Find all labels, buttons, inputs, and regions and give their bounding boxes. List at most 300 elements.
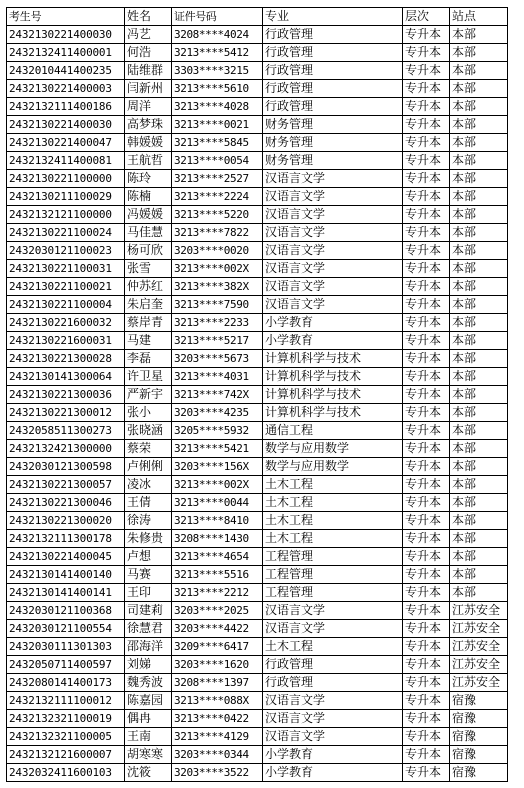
cell-major: 计算机科学与技术: [263, 350, 403, 368]
cell-level: 专升本: [403, 620, 450, 638]
cell-id-number: 3203****0020: [172, 242, 263, 260]
cell-id-number: 3213****002X: [172, 260, 263, 278]
cell-exam-number: 2432132121600007: [7, 746, 125, 764]
cell-exam-number: 2432030121300598: [7, 458, 125, 476]
table-row: [7, 242, 508, 260]
cell-site: 本部: [450, 62, 508, 80]
cell-level: 专升本: [403, 26, 450, 44]
table-row: [7, 26, 508, 44]
cell-major: 通信工程: [263, 422, 403, 440]
cell-site: 本部: [450, 386, 508, 404]
cell-site: 本部: [450, 242, 508, 260]
cell-name: 严新宇: [125, 386, 172, 404]
cell-site: 江苏安全: [450, 620, 508, 638]
cell-id-number: 3203****1620: [172, 656, 263, 674]
cell-name: 王印: [125, 584, 172, 602]
cell-name: 朱启奎: [125, 296, 172, 314]
cell-id-number: 3213****4028: [172, 98, 263, 116]
table-row: [7, 710, 508, 728]
cell-site: 本部: [450, 134, 508, 152]
cell-major: 工程管理: [263, 584, 403, 602]
cell-exam-number: 2432132411400081: [7, 152, 125, 170]
cell-site: 江苏安全: [450, 602, 508, 620]
cell-major: 计算机科学与技术: [263, 404, 403, 422]
cell-id-number: 3213****5217: [172, 332, 263, 350]
cell-id-number: 3213****0422: [172, 710, 263, 728]
cell-site: 宿豫: [450, 692, 508, 710]
cell-major: 小学教育: [263, 332, 403, 350]
cell-exam-number: 2432130221400030: [7, 26, 125, 44]
cell-major: 数学与应用数学: [263, 440, 403, 458]
cell-name: 邵海洋: [125, 638, 172, 656]
cell-exam-number: 2432080141400173: [7, 674, 125, 692]
cell-name: 陈嘉园: [125, 692, 172, 710]
cell-level: 专升本: [403, 206, 450, 224]
cell-exam-number: 2432130221300012: [7, 404, 125, 422]
cell-name: 偶冉: [125, 710, 172, 728]
header-site: 站点: [450, 8, 508, 26]
cell-major: 小学教育: [263, 314, 403, 332]
cell-exam-number: 2432130221400003: [7, 80, 125, 98]
cell-name: 陈玲: [125, 170, 172, 188]
cell-site: 本部: [450, 170, 508, 188]
cell-id-number: 3203****0344: [172, 746, 263, 764]
cell-exam-number: 2432130141400141: [7, 584, 125, 602]
cell-name: 陆维群: [125, 62, 172, 80]
cell-id-number: 3213****5610: [172, 80, 263, 98]
cell-id-number: 3213****5845: [172, 134, 263, 152]
header-major: 专业: [263, 8, 403, 26]
table-row: [7, 638, 508, 656]
cell-level: 专升本: [403, 710, 450, 728]
table-row: [7, 224, 508, 242]
cell-name: 李磊: [125, 350, 172, 368]
cell-name: 冯媛媛: [125, 206, 172, 224]
cell-exam-number: 2432130221400030: [7, 116, 125, 134]
cell-level: 专升本: [403, 476, 450, 494]
table-row: [7, 206, 508, 224]
cell-id-number: 3203****5673: [172, 350, 263, 368]
cell-site: 本部: [450, 116, 508, 134]
cell-level: 专升本: [403, 62, 450, 80]
cell-id-number: 3213****7590: [172, 296, 263, 314]
table-row: [7, 170, 508, 188]
cell-site: 本部: [450, 350, 508, 368]
cell-id-number: 3203****3522: [172, 764, 263, 782]
cell-site: 宿豫: [450, 746, 508, 764]
cell-exam-number: 2432030121100023: [7, 242, 125, 260]
cell-exam-number: 2432132111400186: [7, 98, 125, 116]
cell-id-number: 3213****7822: [172, 224, 263, 242]
cell-site: 本部: [450, 512, 508, 530]
table-row: [7, 422, 508, 440]
cell-major: 土木工程: [263, 476, 403, 494]
cell-exam-number: 2432130221300020: [7, 512, 125, 530]
cell-major: 汉语言文学: [263, 278, 403, 296]
cell-id-number: 3213****5412: [172, 44, 263, 62]
cell-major: 土木工程: [263, 512, 403, 530]
cell-major: 汉语言文学: [263, 692, 403, 710]
header-level: 层次: [403, 8, 450, 26]
cell-level: 专升本: [403, 332, 450, 350]
cell-site: 江苏安全: [450, 638, 508, 656]
cell-exam-number: 2432132321100019: [7, 710, 125, 728]
table-header: [7, 8, 508, 26]
cell-site: 本部: [450, 206, 508, 224]
cell-level: 专升本: [403, 764, 450, 782]
cell-major: 行政管理: [263, 80, 403, 98]
cell-exam-number: 2432130221300046: [7, 494, 125, 512]
cell-site: 本部: [450, 224, 508, 242]
cell-exam-number: 2432130211100029: [7, 188, 125, 206]
table-row: [7, 80, 508, 98]
cell-level: 专升本: [403, 296, 450, 314]
cell-major: 汉语言文学: [263, 242, 403, 260]
cell-name: 徐慧君: [125, 620, 172, 638]
cell-level: 专升本: [403, 692, 450, 710]
cell-site: 本部: [450, 44, 508, 62]
cell-id-number: 3209****6417: [172, 638, 263, 656]
cell-level: 专升本: [403, 656, 450, 674]
cell-name: 闫新州: [125, 80, 172, 98]
cell-site: 江苏安全: [450, 674, 508, 692]
cell-id-number: 3213****2233: [172, 314, 263, 332]
cell-major: 汉语言文学: [263, 170, 403, 188]
table-row: [7, 62, 508, 80]
cell-id-number: 3303****3215: [172, 62, 263, 80]
cell-major: 小学教育: [263, 746, 403, 764]
table-row: [7, 674, 508, 692]
cell-name: 高梦珠: [125, 116, 172, 134]
table-row: [7, 584, 508, 602]
cell-site: 本部: [450, 98, 508, 116]
table-row: [7, 188, 508, 206]
cell-exam-number: 2432030121100368: [7, 602, 125, 620]
cell-exam-number: 2432010441400235: [7, 62, 125, 80]
cell-name: 沈筱: [125, 764, 172, 782]
cell-exam-number: 2432130221100000: [7, 170, 125, 188]
cell-exam-number: 2432030121100554: [7, 620, 125, 638]
cell-exam-number: 2432130221400047: [7, 134, 125, 152]
header-row: [7, 8, 508, 26]
cell-major: 土木工程: [263, 530, 403, 548]
cell-major: 汉语言文学: [263, 206, 403, 224]
table-row: [7, 404, 508, 422]
cell-major: 行政管理: [263, 656, 403, 674]
cell-major: 财务管理: [263, 152, 403, 170]
cell-name: 马建: [125, 332, 172, 350]
table-row: [7, 746, 508, 764]
cell-name: 凌冰: [125, 476, 172, 494]
cell-name: 胡寒寒: [125, 746, 172, 764]
cell-level: 专升本: [403, 44, 450, 62]
cell-level: 专升本: [403, 350, 450, 368]
cell-site: 本部: [450, 584, 508, 602]
cell-major: 计算机科学与技术: [263, 386, 403, 404]
cell-major: 土木工程: [263, 494, 403, 512]
cell-level: 专升本: [403, 260, 450, 278]
cell-level: 专升本: [403, 368, 450, 386]
cell-level: 专升本: [403, 314, 450, 332]
cell-name: 杨可欣: [125, 242, 172, 260]
cell-name: 陈楠: [125, 188, 172, 206]
cell-exam-number: 2432130141300064: [7, 368, 125, 386]
cell-id-number: 3213****742X: [172, 386, 263, 404]
cell-major: 行政管理: [263, 44, 403, 62]
table-row: [7, 620, 508, 638]
cell-major: 汉语言文学: [263, 188, 403, 206]
table-row: [7, 476, 508, 494]
table-row: [7, 548, 508, 566]
cell-name: 许卫星: [125, 368, 172, 386]
cell-id-number: 3213****0021: [172, 116, 263, 134]
cell-level: 专升本: [403, 512, 450, 530]
cell-name: 何浩: [125, 44, 172, 62]
cell-name: 仲苏红: [125, 278, 172, 296]
cell-major: 行政管理: [263, 98, 403, 116]
cell-major: 工程管理: [263, 566, 403, 584]
header-name: 姓名: [125, 8, 172, 26]
cell-id-number: 3208****1397: [172, 674, 263, 692]
cell-major: 汉语言文学: [263, 224, 403, 242]
cell-exam-number: 2432130221100021: [7, 278, 125, 296]
cell-major: 财务管理: [263, 134, 403, 152]
cell-level: 专升本: [403, 458, 450, 476]
cell-level: 专升本: [403, 152, 450, 170]
cell-id-number: 3213****0054: [172, 152, 263, 170]
cell-id-number: 3208****4024: [172, 26, 263, 44]
cell-major: 小学教育: [263, 764, 403, 782]
cell-site: 宿豫: [450, 710, 508, 728]
cell-site: 本部: [450, 422, 508, 440]
cell-level: 专升本: [403, 242, 450, 260]
cell-level: 专升本: [403, 674, 450, 692]
cell-level: 专升本: [403, 134, 450, 152]
cell-exam-number: 2432130221300057: [7, 476, 125, 494]
cell-major: 行政管理: [263, 26, 403, 44]
cell-exam-number: 2432130221600032: [7, 314, 125, 332]
cell-major: 汉语言文学: [263, 728, 403, 746]
cell-level: 专升本: [403, 728, 450, 746]
cell-name: 朱修贵: [125, 530, 172, 548]
cell-level: 专升本: [403, 746, 450, 764]
cell-name: 周洋: [125, 98, 172, 116]
cell-id-number: 3213****0044: [172, 494, 263, 512]
cell-exam-number: 2432130221300036: [7, 386, 125, 404]
table-row: [7, 134, 508, 152]
cell-level: 专升本: [403, 404, 450, 422]
cell-name: 王倩: [125, 494, 172, 512]
table-row: [7, 440, 508, 458]
cell-id-number: 3213****4129: [172, 728, 263, 746]
cell-exam-number: 2432130141400140: [7, 566, 125, 584]
cell-major: 汉语言文学: [263, 620, 403, 638]
cell-id-number: 3203****2025: [172, 602, 263, 620]
cell-exam-number: 2432130221100024: [7, 224, 125, 242]
cell-site: 本部: [450, 476, 508, 494]
cell-site: 本部: [450, 566, 508, 584]
cell-id-number: 3213****4031: [172, 368, 263, 386]
cell-exam-number: 2432130221300028: [7, 350, 125, 368]
cell-id-number: 3213****088X: [172, 692, 263, 710]
cell-name: 王航哲: [125, 152, 172, 170]
cell-name: 马赛: [125, 566, 172, 584]
table-row: [7, 692, 508, 710]
cell-id-number: 3203****4422: [172, 620, 263, 638]
cell-name: 魏秀波: [125, 674, 172, 692]
cell-id-number: 3213****5421: [172, 440, 263, 458]
cell-id-number: 3213****5516: [172, 566, 263, 584]
header-exam-number: 考生号: [7, 8, 125, 26]
cell-id-number: 3213****2224: [172, 188, 263, 206]
cell-site: 本部: [450, 494, 508, 512]
cell-site: 本部: [450, 368, 508, 386]
table-row: [7, 296, 508, 314]
cell-level: 专升本: [403, 638, 450, 656]
cell-name: 蔡荣: [125, 440, 172, 458]
table-row: [7, 386, 508, 404]
cell-exam-number: 2432058511300273: [7, 422, 125, 440]
cell-major: 行政管理: [263, 62, 403, 80]
cell-level: 专升本: [403, 278, 450, 296]
cell-major: 行政管理: [263, 674, 403, 692]
cell-level: 专升本: [403, 170, 450, 188]
cell-site: 本部: [450, 314, 508, 332]
table-row: [7, 368, 508, 386]
cell-level: 专升本: [403, 566, 450, 584]
cell-level: 专升本: [403, 584, 450, 602]
table-row: [7, 278, 508, 296]
table-row: [7, 98, 508, 116]
cell-site: 本部: [450, 260, 508, 278]
cell-id-number: 3213****4654: [172, 548, 263, 566]
cell-id-number: 3213****382X: [172, 278, 263, 296]
cell-id-number: 3213****2527: [172, 170, 263, 188]
cell-major: 计算机科学与技术: [263, 368, 403, 386]
cell-site: 本部: [450, 278, 508, 296]
cell-name: 冯艺: [125, 26, 172, 44]
cell-name: 张小: [125, 404, 172, 422]
cell-site: 本部: [450, 548, 508, 566]
cell-exam-number: 2432132411400001: [7, 44, 125, 62]
cell-exam-number: 2432132121100000: [7, 206, 125, 224]
table-row: [7, 512, 508, 530]
cell-site: 本部: [450, 296, 508, 314]
table-row: [7, 314, 508, 332]
cell-name: 卢想: [125, 548, 172, 566]
cell-level: 专升本: [403, 80, 450, 98]
cell-name: 马佳慧: [125, 224, 172, 242]
table-row: [7, 656, 508, 674]
cell-id-number: 3203****156X: [172, 458, 263, 476]
cell-level: 专升本: [403, 188, 450, 206]
cell-exam-number: 2432132111100012: [7, 692, 125, 710]
cell-level: 专升本: [403, 98, 450, 116]
cell-level: 专升本: [403, 422, 450, 440]
cell-id-number: 3213****8410: [172, 512, 263, 530]
cell-major: 土木工程: [263, 638, 403, 656]
table-row: [7, 764, 508, 782]
cell-major: 汉语言文学: [263, 602, 403, 620]
cell-name: 王南: [125, 728, 172, 746]
table-row: [7, 44, 508, 62]
cell-level: 专升本: [403, 548, 450, 566]
cell-exam-number: 2432132111300178: [7, 530, 125, 548]
cell-level: 专升本: [403, 224, 450, 242]
table-row: [7, 350, 508, 368]
cell-level: 专升本: [403, 494, 450, 512]
cell-exam-number: 2432132421300000: [7, 440, 125, 458]
table-row: [7, 566, 508, 584]
cell-site: 本部: [450, 530, 508, 548]
cell-site: 宿豫: [450, 728, 508, 746]
table-row: [7, 602, 508, 620]
cell-exam-number: 2432030111301303: [7, 638, 125, 656]
header-id-number: 证件号码: [172, 8, 263, 26]
cell-id-number: 3213****5220: [172, 206, 263, 224]
cell-major: 财务管理: [263, 116, 403, 134]
cell-exam-number: 2432032411600103: [7, 764, 125, 782]
table-row: [7, 728, 508, 746]
cell-id-number: 3205****5932: [172, 422, 263, 440]
cell-name: 司建莉: [125, 602, 172, 620]
cell-major: 工程管理: [263, 548, 403, 566]
cell-level: 专升本: [403, 386, 450, 404]
cell-id-number: 3213****002X: [172, 476, 263, 494]
cell-site: 本部: [450, 80, 508, 98]
cell-major: 汉语言文学: [263, 260, 403, 278]
cell-id-number: 3213****2212: [172, 584, 263, 602]
cell-site: 本部: [450, 440, 508, 458]
student-roster-table: [6, 7, 508, 782]
cell-name: 张晓涵: [125, 422, 172, 440]
cell-name: 卢俐俐: [125, 458, 172, 476]
table-row: [7, 458, 508, 476]
cell-exam-number: 2432130221100004: [7, 296, 125, 314]
cell-site: 本部: [450, 332, 508, 350]
cell-site: 宿豫: [450, 764, 508, 782]
cell-site: 江苏安全: [450, 656, 508, 674]
table-row: [7, 332, 508, 350]
cell-level: 专升本: [403, 530, 450, 548]
cell-major: 数学与应用数学: [263, 458, 403, 476]
cell-exam-number: 2432050711400597: [7, 656, 125, 674]
cell-exam-number: 2432130221600031: [7, 332, 125, 350]
cell-exam-number: 2432130221400045: [7, 548, 125, 566]
table-row: [7, 494, 508, 512]
cell-name: 刘娣: [125, 656, 172, 674]
cell-site: 本部: [450, 404, 508, 422]
cell-major: 汉语言文学: [263, 296, 403, 314]
cell-exam-number: 2432132321100005: [7, 728, 125, 746]
table-row: [7, 152, 508, 170]
cell-site: 本部: [450, 26, 508, 44]
cell-name: 韩媛媛: [125, 134, 172, 152]
cell-site: 本部: [450, 188, 508, 206]
cell-site: 本部: [450, 458, 508, 476]
cell-name: 徐涛: [125, 512, 172, 530]
cell-id-number: 3208****1430: [172, 530, 263, 548]
cell-level: 专升本: [403, 602, 450, 620]
cell-level: 专升本: [403, 440, 450, 458]
cell-name: 蔡岸青: [125, 314, 172, 332]
table-row: [7, 530, 508, 548]
table-row: [7, 260, 508, 278]
cell-site: 本部: [450, 152, 508, 170]
cell-level: 专升本: [403, 116, 450, 134]
cell-id-number: 3203****4235: [172, 404, 263, 422]
cell-major: 汉语言文学: [263, 710, 403, 728]
